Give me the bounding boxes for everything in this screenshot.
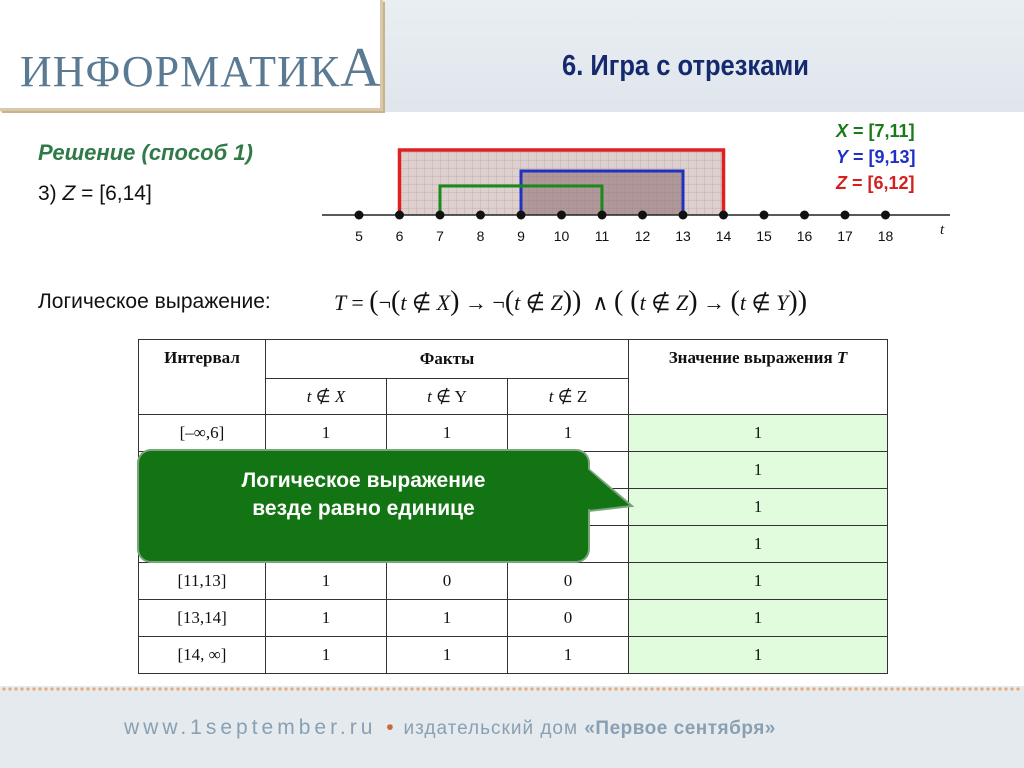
footer-publisher: издательский дом [403, 718, 585, 739]
tick-label: 13 [675, 228, 691, 244]
slide-title: 6. Игра с отрезками [562, 50, 809, 82]
fact-col-x: t ∉ X [266, 379, 387, 415]
tick-label: 17 [837, 228, 853, 244]
fact-z-cell: 1 [508, 637, 629, 674]
fact-y-cell: 0 [387, 563, 508, 600]
fact-y-cell: 1 [387, 637, 508, 674]
value-cell: 1 [629, 489, 888, 526]
footer-url: www.1september.ru [124, 716, 377, 739]
footer-text [124, 716, 776, 740]
value-cell: 1 [629, 637, 888, 674]
solution-label: Решение (способ 1) [38, 140, 253, 165]
interval-cell: [14, ∞] [139, 637, 266, 674]
tick-label: 7 [436, 228, 444, 244]
tick-label: 15 [756, 228, 772, 244]
footer-bullet: • [386, 716, 394, 739]
legend-y: Y = [9,13] [836, 147, 916, 167]
tick-label: 8 [476, 228, 485, 244]
header-value: Значение выражения T [629, 340, 888, 415]
fact-x-cell: 1 [266, 637, 387, 674]
legend-z: Z = [6,12] [836, 173, 915, 193]
fact-x-cell: 1 [266, 563, 387, 600]
footer-dots [0, 686, 1024, 694]
footer-publisher-name: «Первое сентября» [584, 718, 776, 739]
value-cell: 1 [629, 526, 888, 563]
fact-z-cell: 0 [508, 563, 629, 600]
interval-cell: [–∞,6] [139, 415, 266, 452]
value-cell: 1 [629, 600, 888, 637]
tick-label: 18 [877, 228, 894, 244]
legend-x: X = [7,11] [836, 121, 915, 141]
interval-cell: [13,14] [139, 600, 266, 637]
logic-formula: T = (¬(t ∉ X) → ¬(t ∉ Z)) ∧ ( (t ∉ Z) → (t ∉ Y)) [334, 286, 808, 317]
logo-text: ИНФОРМАТИКА [20, 37, 382, 99]
fact-y-cell: 1 [387, 415, 508, 452]
value-cell: 1 [629, 415, 888, 452]
fact-col-z: t ∉ Z [508, 379, 629, 415]
value-cell: 1 [629, 563, 888, 600]
tick-label: 12 [634, 228, 651, 244]
fact-z-cell: 0 [508, 600, 629, 637]
header-interval: Интервал [139, 340, 266, 415]
value-cell: 1 [629, 452, 888, 489]
tick-label: 6 [395, 228, 404, 244]
fact-x-cell: 1 [266, 415, 387, 452]
tick-label: 9 [517, 228, 525, 244]
fact-z-cell: 1 [508, 415, 629, 452]
fact-y-cell: 1 [387, 600, 508, 637]
fact-x-cell: 1 [266, 600, 387, 637]
header-facts: Факты [266, 340, 629, 379]
axis-label: t [940, 222, 945, 238]
tick-label: 10 [553, 228, 570, 244]
fact-col-y: t ∉ Y [387, 379, 508, 415]
solution-step: 3) Z = [6,14] [38, 182, 152, 205]
tick-label: 5 [355, 228, 363, 244]
logic-label: Логическое выражение: [38, 290, 271, 313]
tick-label: 16 [796, 228, 813, 244]
interval-cell: [11,13] [139, 563, 266, 600]
tick-label: 11 [594, 228, 610, 244]
callout-text: Логическое выражение везде равно единице [241, 469, 486, 520]
tick-label: 14 [715, 228, 732, 244]
